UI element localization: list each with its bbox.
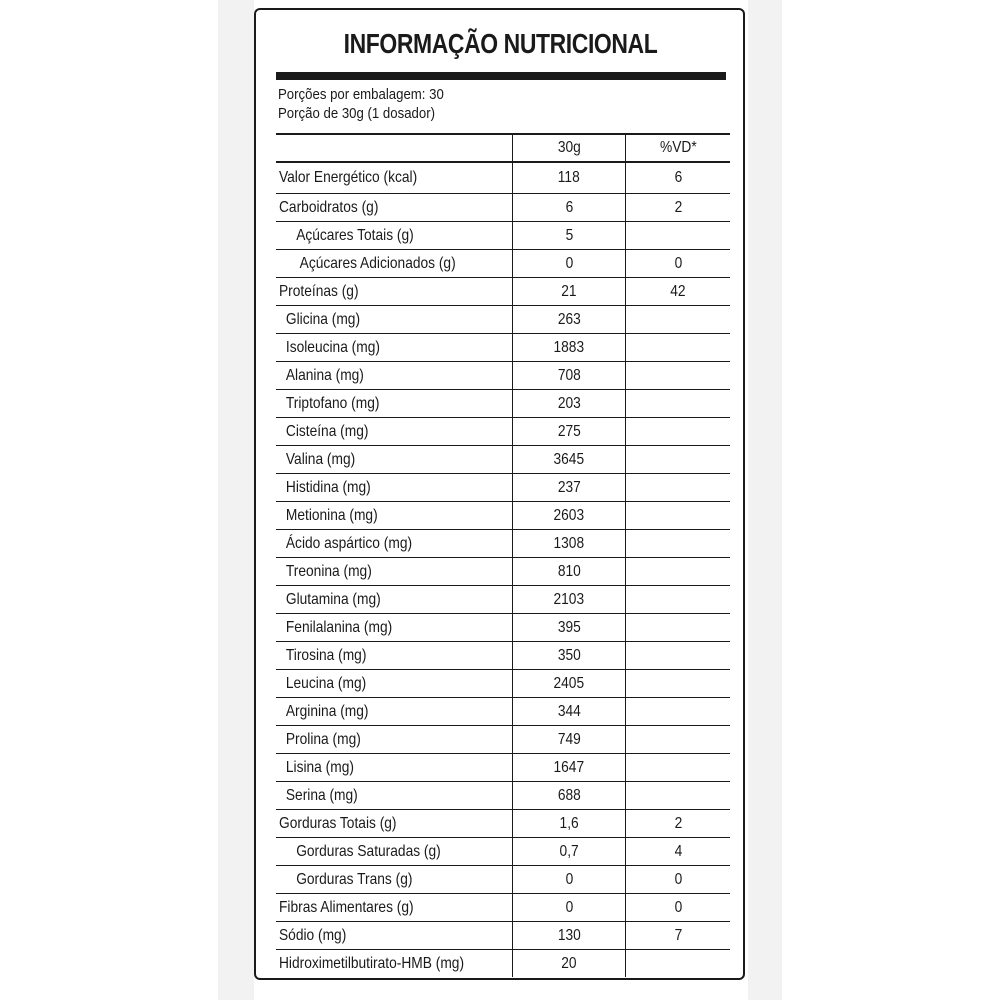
nutrient-name-cell: [276, 334, 513, 362]
nutrient-amount: 263: [557, 310, 581, 328]
table-row: [276, 838, 730, 866]
nutrient-amount: 0: [565, 254, 573, 272]
nutrient-dv-cell: [626, 474, 731, 502]
table-row: [276, 586, 730, 614]
nutrient-name: Cisteína (mg): [285, 422, 369, 440]
nutrient-name: Hidroximetilbutirato-HMB (mg): [279, 954, 465, 972]
header-nutrient-cell: [276, 134, 513, 162]
table-row: [276, 558, 730, 586]
table-row: [276, 782, 730, 810]
nutrient-name: Metionina (mg): [285, 506, 378, 524]
background-strip-left: [218, 0, 254, 1000]
nutrient-name-cell: [276, 306, 513, 334]
nutrient-name: Gorduras Saturadas (g): [296, 842, 441, 860]
nutrient-name-cell: [276, 250, 513, 278]
nutrient-dv-cell: [626, 418, 731, 446]
nutrient-name: Açúcares Totais (g): [296, 226, 414, 244]
nutrient-amount: 21: [561, 282, 577, 300]
nutrient-name-cell: [276, 558, 513, 586]
nutrient-name-cell: [276, 390, 513, 418]
nutrient-dv: 42: [670, 282, 686, 300]
table-row: [276, 614, 730, 642]
nutrient-amount-cell: [513, 698, 626, 726]
nutrient-amount-cell: [513, 586, 626, 614]
nutrient-amount-cell: [513, 418, 626, 446]
nutrient-dv-cell: [626, 222, 731, 250]
nutrient-amount: 1,6: [559, 814, 579, 832]
nutrient-amount-cell: [513, 726, 626, 754]
nutrient-name-cell: [276, 162, 513, 194]
header-amount-cell: [513, 134, 626, 162]
nutrient-amount: 203: [557, 394, 581, 412]
nutrient-dv-cell: [626, 810, 731, 838]
nutrient-name-cell: [276, 894, 513, 922]
header-dv-cell: [626, 134, 731, 162]
nutrient-amount: 1883: [553, 338, 585, 356]
table-row: [276, 502, 730, 530]
nutrient-dv-cell: [626, 586, 731, 614]
table-row: [276, 222, 730, 250]
nutrient-amount-cell: [513, 222, 626, 250]
nutrient-amount-cell: [513, 194, 626, 222]
nutrient-name: Histidina (mg): [285, 478, 371, 496]
nutrient-dv-cell: [626, 698, 731, 726]
nutrient-dv-cell: [626, 390, 731, 418]
nutrient-amount-cell: [513, 950, 626, 978]
nutrient-name: Fenilalanina (mg): [285, 618, 393, 636]
nutrient-amount-cell: [513, 390, 626, 418]
nutrient-amount: 2603: [553, 506, 585, 524]
nutrient-amount-cell: [513, 446, 626, 474]
table-row: [276, 726, 730, 754]
nutrient-amount: 0: [565, 898, 573, 916]
nutrient-amount: 130: [557, 926, 581, 944]
nutrient-dv-cell: [626, 446, 731, 474]
nutrient-amount: 118: [558, 169, 580, 186]
nutrient-dv-cell: [626, 754, 731, 782]
header-amount: 30g: [557, 139, 581, 156]
background-strip-right: [748, 0, 782, 1000]
nutrient-name-cell: [276, 642, 513, 670]
nutrient-amount-cell: [513, 558, 626, 586]
table-row: [276, 306, 730, 334]
nutrient-name: Prolina (mg): [285, 730, 361, 748]
nutrient-amount-cell: [513, 362, 626, 390]
nutrient-amount: 708: [557, 366, 581, 384]
nutrient-name: Glutamina (mg): [285, 590, 381, 608]
nutrient-name: Valina (mg): [285, 450, 356, 468]
nutrient-name-cell: [276, 474, 513, 502]
nutrient-dv: 6: [674, 169, 682, 186]
nutrient-amount-cell: [513, 278, 626, 306]
nutrient-amount: 237: [557, 478, 581, 496]
nutrient-name: Leucina (mg): [285, 674, 367, 692]
title-rule: [276, 72, 726, 80]
nutrient-amount-cell: [513, 922, 626, 950]
table-row: [276, 390, 730, 418]
table-row: [276, 866, 730, 894]
nutrient-amount-cell: [513, 894, 626, 922]
nutrient-dv-cell: [626, 726, 731, 754]
nutrient-name-cell: [276, 810, 513, 838]
nutrient-amount-cell: [513, 502, 626, 530]
table-row: [276, 530, 730, 558]
nutrient-amount-cell: [513, 810, 626, 838]
nutrient-dv-cell: [626, 306, 731, 334]
serving-info: [278, 85, 444, 123]
nutrient-dv: 7: [674, 926, 682, 944]
nutrient-dv-cell: [626, 502, 731, 530]
nutrient-name: Tirosina (mg): [285, 646, 367, 664]
nutrient-name-cell: [276, 530, 513, 558]
nutrient-amount-cell: [513, 754, 626, 782]
nutrient-dv: 0: [674, 870, 682, 888]
nutrient-amount-cell: [513, 530, 626, 558]
nutrient-amount-cell: [513, 838, 626, 866]
nutrient-amount: 344: [557, 702, 581, 720]
nutrient-dv-cell: [626, 334, 731, 362]
nutrient-amount-cell: [513, 474, 626, 502]
nutrient-name: Proteínas (g): [279, 282, 359, 300]
table-row: [276, 446, 730, 474]
nutrient-amount-cell: [513, 162, 626, 194]
nutrient-dv: 2: [674, 814, 682, 832]
nutrient-amount: 0: [565, 870, 573, 888]
table-row: [276, 250, 730, 278]
nutrient-amount: 2405: [553, 674, 585, 692]
nutrient-dv-cell: [626, 278, 731, 306]
nutrient-name: Ácido aspártico (mg): [285, 534, 413, 552]
nutrient-name-cell: [276, 950, 513, 978]
nutrient-amount-cell: [513, 614, 626, 642]
nutrient-amount: 5: [565, 226, 573, 244]
nutrient-dv-cell: [626, 894, 731, 922]
nutrient-name: Sódio (mg): [279, 926, 347, 944]
nutrient-amount: 688: [557, 786, 581, 804]
table-row: [276, 670, 730, 698]
nutrient-name-cell: [276, 838, 513, 866]
nutrient-name-cell: [276, 194, 513, 222]
nutrient-dv-cell: [626, 922, 731, 950]
nutrient-name: Lisina (mg): [285, 758, 354, 776]
nutrient-amount-cell: [513, 334, 626, 362]
nutrient-amount-cell: [513, 306, 626, 334]
nutrient-name-cell: [276, 670, 513, 698]
nutrition-facts-label: [254, 8, 745, 980]
table-header-row: [276, 134, 730, 162]
nutrient-amount-cell: [513, 250, 626, 278]
nutrient-dv-cell: [626, 782, 731, 810]
nutrient-name: Triptofano (mg): [285, 394, 380, 412]
nutrient-name: Serina (mg): [285, 786, 358, 804]
nutrient-name-cell: [276, 222, 513, 250]
nutrient-dv: 0: [674, 898, 682, 916]
nutrient-name: Treonina (mg): [285, 562, 372, 580]
nutrient-amount: 810: [557, 562, 581, 580]
table-row: [276, 754, 730, 782]
nutrient-name: Carboidratos (g): [279, 198, 379, 216]
nutrient-amount-cell: [513, 782, 626, 810]
table-row: [276, 334, 730, 362]
nutrient-amount: 20: [561, 954, 577, 972]
nutrition-table: [276, 133, 730, 977]
servings-per-package: Porções por embalagem: 30: [278, 86, 444, 103]
nutrient-dv-cell: [626, 558, 731, 586]
nutrient-amount: 350: [557, 646, 581, 664]
nutrient-amount: 6: [565, 198, 573, 216]
table-row: [276, 922, 730, 950]
nutrient-name-cell: [276, 278, 513, 306]
nutrient-name: Gorduras Trans (g): [296, 870, 413, 888]
label-title: INFORMAÇÃO NUTRICIONAL: [343, 28, 658, 59]
nutrient-name-cell: [276, 754, 513, 782]
nutrient-dv-cell: [626, 838, 731, 866]
table-row: [276, 474, 730, 502]
nutrient-name: Gorduras Totais (g): [279, 814, 397, 832]
nutrient-dv-cell: [626, 614, 731, 642]
nutrient-name-cell: [276, 586, 513, 614]
table-row: [276, 162, 730, 194]
table-row: [276, 698, 730, 726]
nutrient-name: Arginina (mg): [285, 702, 369, 720]
nutrient-name-cell: [276, 502, 513, 530]
nutrient-dv-cell: [626, 250, 731, 278]
table-row: [276, 194, 730, 222]
nutrient-dv-cell: [626, 950, 731, 978]
nutrient-name-cell: [276, 782, 513, 810]
nutrient-dv: 0: [674, 254, 682, 272]
nutrient-name-cell: [276, 362, 513, 390]
nutrient-amount-cell: [513, 642, 626, 670]
table-row: [276, 362, 730, 390]
nutrient-dv: 2: [674, 198, 682, 216]
nutrient-dv-cell: [626, 670, 731, 698]
nutrient-name-cell: [276, 446, 513, 474]
nutrient-name: Fibras Alimentares (g): [279, 898, 414, 916]
nutrient-name-cell: [276, 922, 513, 950]
nutrient-dv-cell: [626, 530, 731, 558]
nutrient-name: Alanina (mg): [285, 366, 364, 384]
nutrient-name: Valor Energético (kcal): [279, 169, 418, 186]
nutrient-name-cell: [276, 698, 513, 726]
nutrient-name: Açúcares Adicionados (g): [299, 254, 456, 272]
header-dv: %VD*: [659, 139, 697, 156]
nutrient-name: Isoleucina (mg): [285, 338, 380, 356]
nutrient-name-cell: [276, 726, 513, 754]
nutrient-dv-cell: [626, 362, 731, 390]
table-row: [276, 950, 730, 978]
table-row: [276, 642, 730, 670]
nutrient-amount: 3645: [553, 450, 585, 468]
nutrient-amount: 1647: [553, 758, 585, 776]
table-row: [276, 894, 730, 922]
nutrient-amount: 0,7: [559, 842, 579, 860]
nutrient-name: Glicina (mg): [285, 310, 361, 328]
table-row: [276, 278, 730, 306]
nutrient-dv-cell: [626, 162, 731, 194]
nutrient-dv-cell: [626, 642, 731, 670]
nutrient-dv: 4: [674, 842, 682, 860]
nutrient-amount: 2103: [553, 590, 585, 608]
nutrient-amount: 1308: [553, 534, 585, 552]
serving-size: Porção de 30g (1 dosador): [278, 105, 436, 122]
nutrient-amount: 395: [557, 618, 581, 636]
nutrient-dv-cell: [626, 866, 731, 894]
nutrient-name-cell: [276, 866, 513, 894]
table-row: [276, 810, 730, 838]
table-row: [276, 418, 730, 446]
nutrient-amount-cell: [513, 866, 626, 894]
nutrient-amount: 275: [557, 422, 581, 440]
nutrient-amount-cell: [513, 670, 626, 698]
nutrient-name-cell: [276, 614, 513, 642]
nutrient-dv-cell: [626, 194, 731, 222]
nutrient-name-cell: [276, 418, 513, 446]
nutrient-amount: 749: [557, 730, 581, 748]
